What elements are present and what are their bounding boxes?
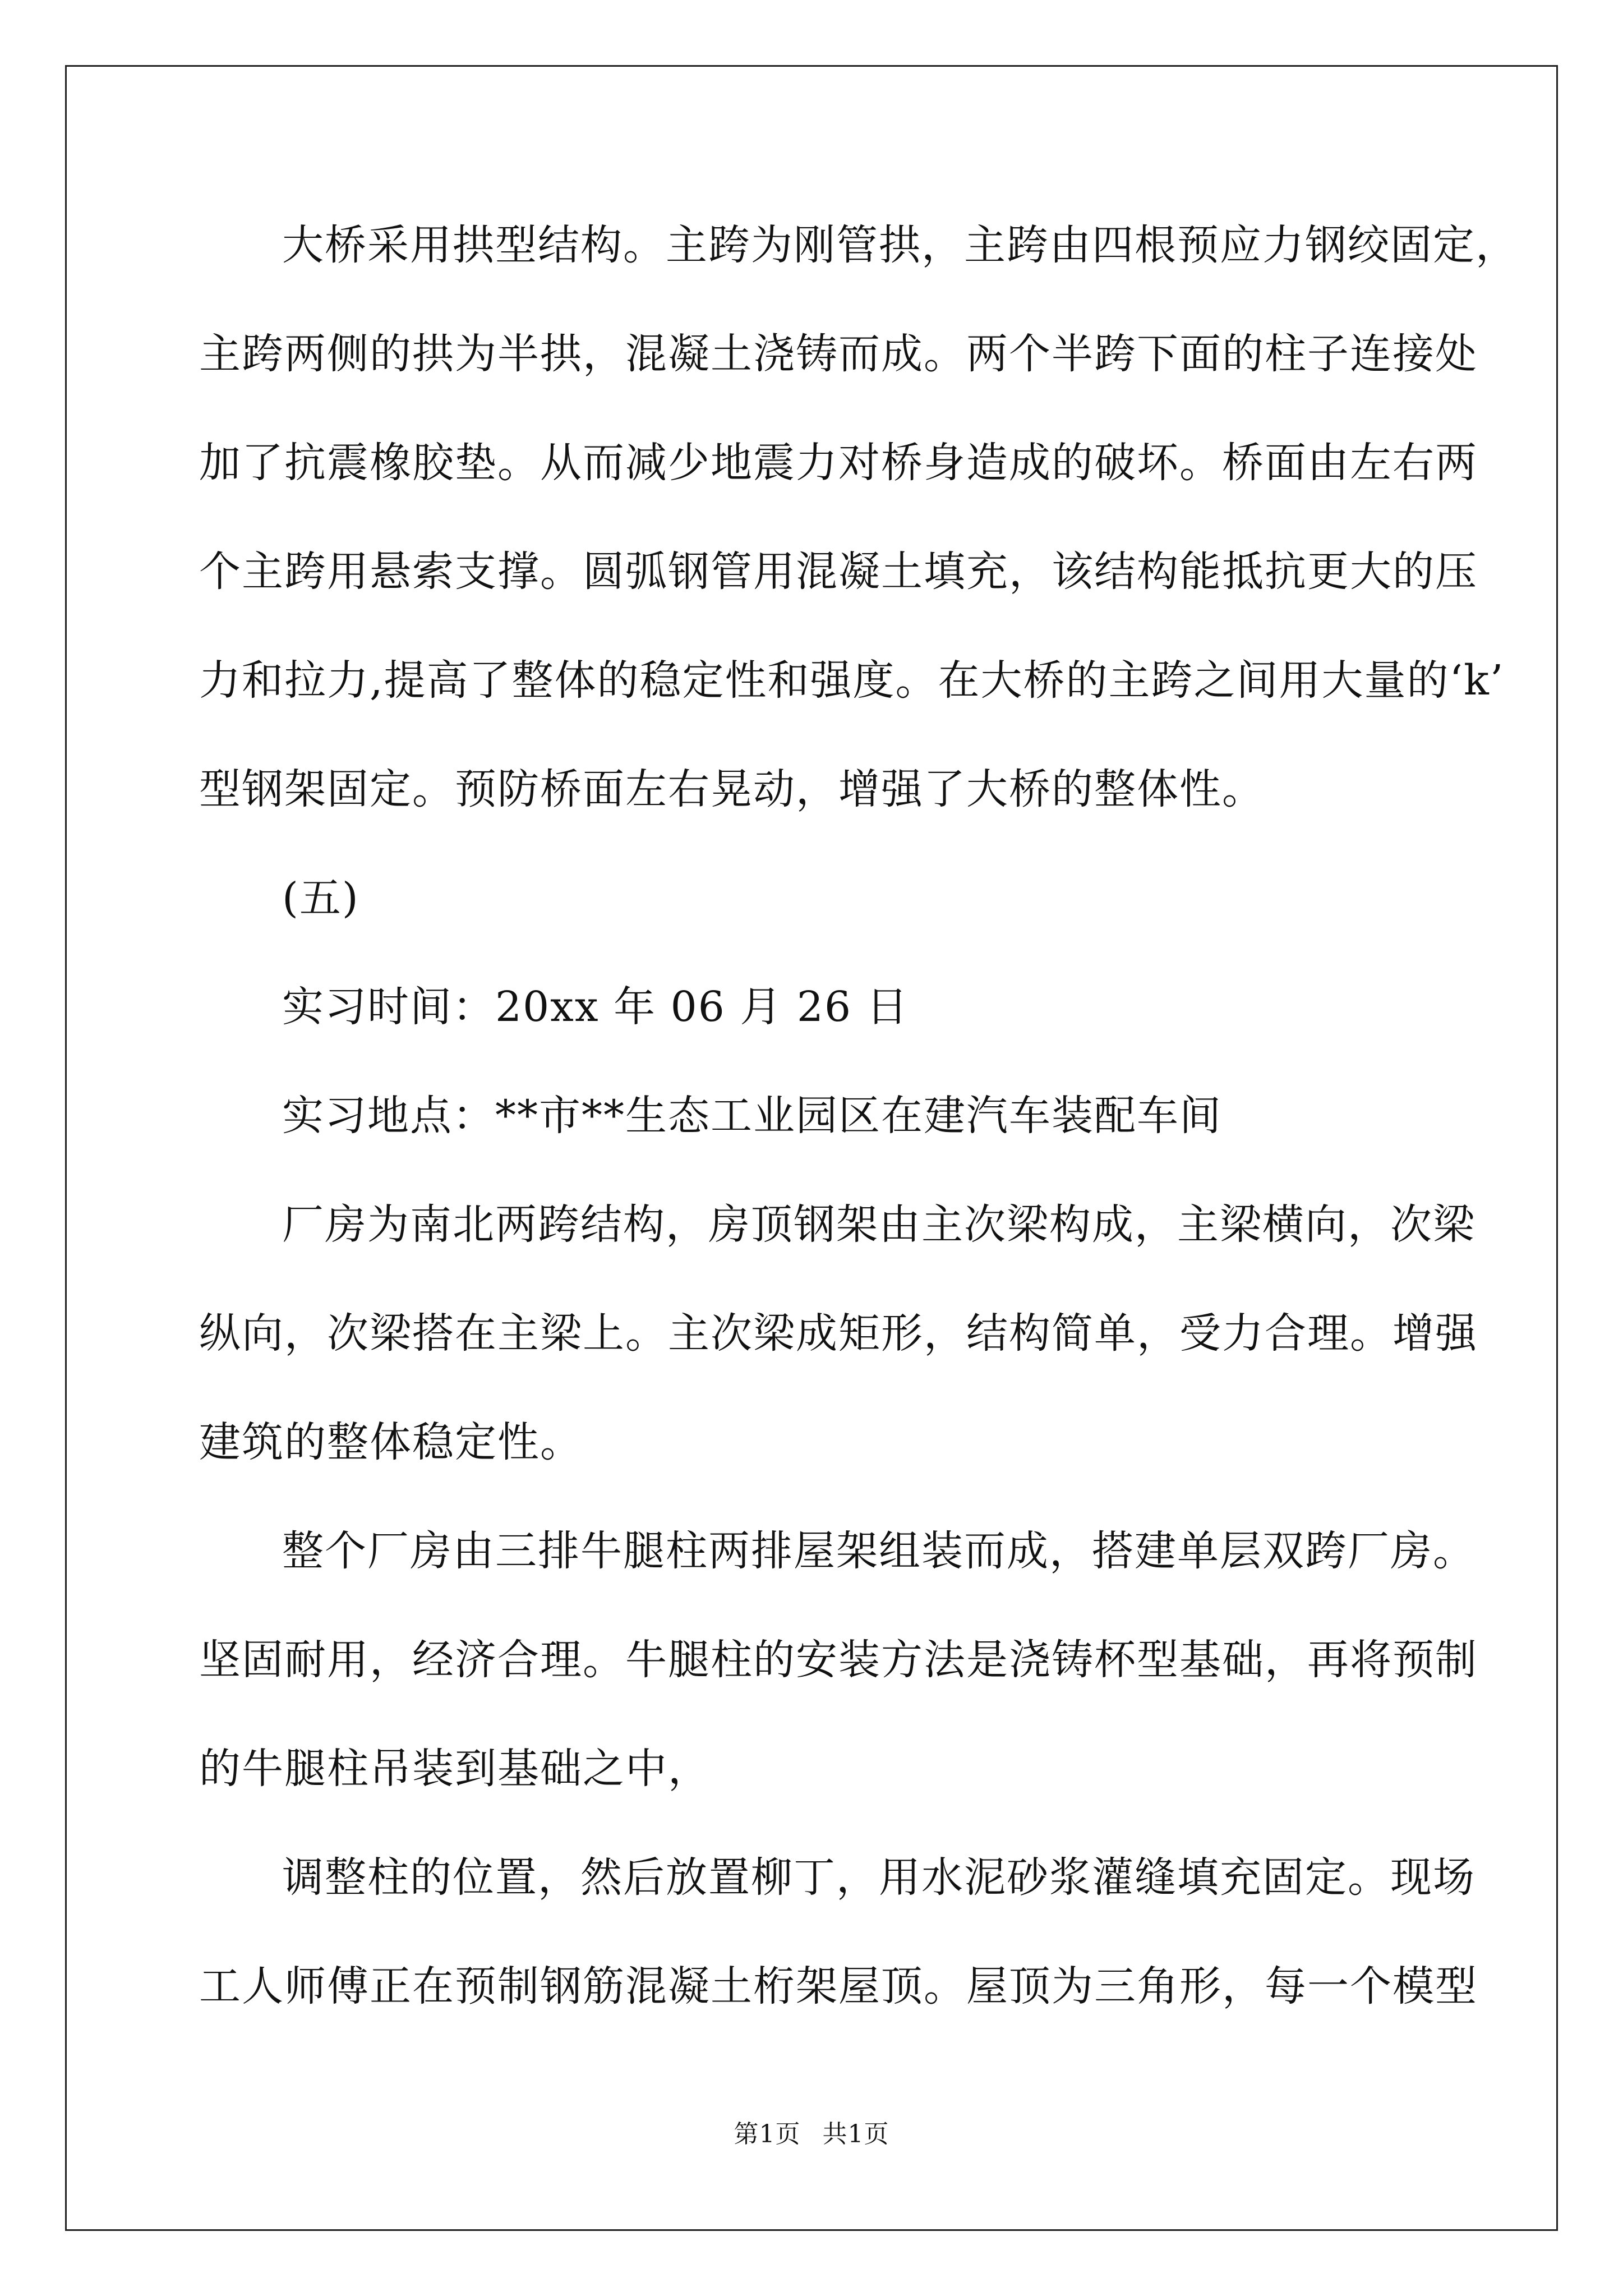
text-line: 的牛腿柱吊装到基础之中，: [199, 1745, 711, 1793]
text-line: 调整柱的位置，然后放置柳丁，用水泥砂浆灌缝填充固定。现场: [282, 1853, 1476, 1902]
text-line: 力和拉力,提高了整体的稳定性和强度。在大桥的主跨之间用大量的‘k’: [199, 656, 1505, 705]
text-line: 纵向，次梁搭在主梁上。主次梁成矩形，结构简单，受力合理。增强: [199, 1309, 1478, 1358]
page-number: 第1页: [734, 2120, 801, 2148]
paragraph-factory-columns: [199, 1497, 1478, 1823]
text-line: 工人师傅正在预制钢筋混凝土桁架屋顶。屋顶为三角形，每一个模型: [199, 1962, 1478, 2010]
page-footer: [0, 2114, 1623, 2150]
paragraph-column-adjustment: [199, 1823, 1478, 2041]
text-line: (五): [282, 874, 359, 922]
page-count: 共1页: [822, 2120, 889, 2148]
document-body: [199, 191, 1518, 2041]
text-line: 大桥采用拱型结构。主跨为刚管拱，主跨由四根预应力钢绞固定，: [282, 221, 1518, 269]
section-heading: [199, 844, 1427, 953]
text-line: 主跨两侧的拱为半拱，混凝土浇铸而成。两个半跨下面的柱子连接处: [199, 330, 1478, 378]
internship-location: [199, 1061, 1427, 1170]
text-line: 实习地点：**市**生态工业园区在建汽车装配车间: [282, 1092, 1222, 1140]
text-line: 型钢架固定。预防桥面左右晃动，增强了大桥的整体性。: [199, 765, 1265, 813]
text-line: 坚固耐用，经济合理。牛腿柱的安装方法是浇铸杯型基础，再将预制: [199, 1636, 1478, 1684]
text-line: 厂房为南北两跨结构，房顶钢架由主次梁构成，主梁横向，次梁: [282, 1200, 1476, 1249]
paragraph-bridge-structure: [199, 191, 1518, 844]
text-line: 个主跨用悬索支撑。圆弧钢管用混凝土填充，该结构能抵抗更大的压: [199, 547, 1478, 596]
text-line: 建筑的整体稳定性。: [199, 1418, 583, 1466]
text-line: 实习时间：20xx 年 06 月 26 日: [282, 983, 909, 1031]
paragraph-factory-roof: [199, 1170, 1478, 1497]
internship-time: [199, 953, 1427, 1061]
text-line: 加了抗震橡胶垫。从而减少地震力对桥身造成的破坏。桥面由左右两: [199, 439, 1478, 487]
text-line: 整个厂房由三排牛腿柱两排屋架组装而成，搭建单层双跨厂房。: [282, 1527, 1476, 1575]
